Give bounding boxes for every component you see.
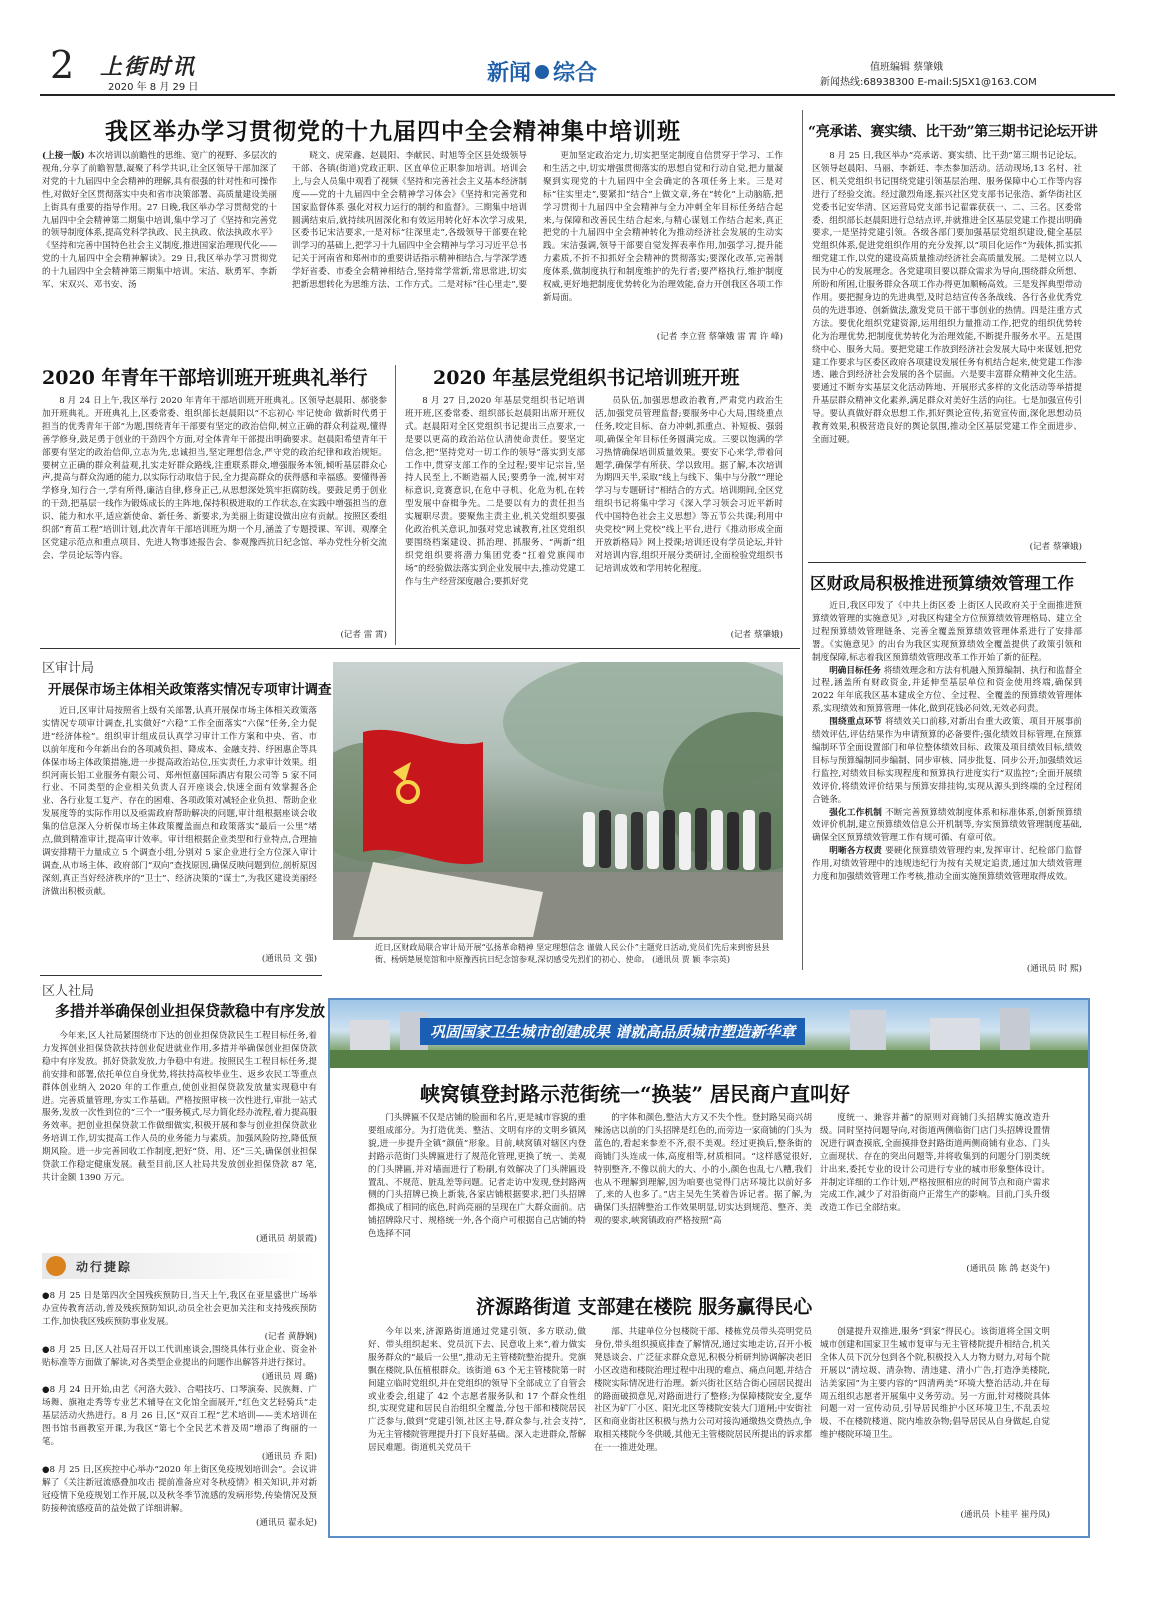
- youth-headline: 2020 年青年干部培训班开班典礼举行: [42, 367, 368, 389]
- section-dot-icon: [535, 65, 549, 79]
- finance-p4-lead: 明晰各方权责: [829, 846, 883, 857]
- brief-item: [42, 1384, 317, 1463]
- finance-p3-lead: 强化工作机制: [829, 807, 883, 818]
- lead-byline: (记者 李立营 蔡肇娥 雷 霄 许 峰): [656, 332, 783, 342]
- xiawo-byline: (通讯员 陈 鸽 赵炎午): [966, 1264, 1050, 1274]
- audit-headline: 开展保市场主体相关政策落实情况专项审计调查: [48, 682, 332, 698]
- social-byline: (通讯员 胡景霞): [256, 1234, 317, 1244]
- audit-story: [42, 705, 317, 970]
- finance-para-1: [812, 665, 1082, 717]
- youth-text: 8 月 24 日上午,我区举行 2020 年青年干部培训班开班典礼。区领导赵晨阳、郝骁参加开班典礼。开班典礼上,区委常委、组织部长赵晨阳以“不忘初心 牢记使命 做新时代勇于担当的优秀青年干部”为题,围绕青年干部要有坚定的政治信仰,树立正确的群众利益观,懂得善学修身,鼓足勇于创业的干劲四个方面,对全体青年干部提出明确要求。赵晨阳希望青年干部要有坚定的政治信仰,立志为先,忠诚担当,坚定理想信念,严守党的政治纪律和政治规矩。要树立正确的群众利益观,扎实走好群众路线,注重联系群众,增强服务本领,倾听基层群众心声,提高与群众沟通的能力,以实际行动取信于民,全力提高群众的获得感和幸福感。要懂得善学修身,知行合一,学有所得,廉洁自律,修身正己,从思想深处筑牢拒腐防线。要鼓足勇于创业的干劲,把基层一线作为锻炼成长的主阵地,保持积极进取的工作状态,在实践中增强担当的意识、能力和水平,适应新使命、新任务、新要求,为美丽上街建设做出应有贡献。按照区委组织部“育苗工程”培训计划,此次青年干部培训班为期一个月,涵盖了专题授课、军训、观摩全区党建示范点和重点项目、先进人物事迹报告会、参观豫西抗日纪念馆、举办党性分析交流会、学员论坛等内容。: [42, 396, 387, 561]
- briefs-title: 动行捷踪: [76, 1260, 133, 1274]
- page-number: 2: [50, 43, 75, 87]
- finance-p1: 将绩效理念和方法有机融入预算编制、执行和监督全过程,涵盖所有财政资金,并延伸至基层单位和资金使用终端,确保到 2022 年年底我区基本建成全方位、全过程、全覆盖的预算绩效管理体系,实现绩效和预算管理一体化,做到花钱必问效,无效必问责。: [812, 665, 1082, 715]
- left-rule: [40, 975, 322, 976]
- social-headline: 多措并举确保创业担保贷款稳中有序发放: [55, 1002, 326, 1020]
- grassroots-col-2-text: 员队伍,加强思想政治教育,严肃党内政治生活,加强党员管理监督;要服务中心大局,围绕重点任务,咬定目标、奋力冲刺,抓重点、补短板、强弱项,确保全年目标任务圆满完成。三要以饱满的学习热情确保培训质量效果。要安下心来学,带着问题学,确保学有所获、学以致用。据了解,本次培训为期四天半,采取“线上与线下、集中与分散”“理论学习与专题研讨”相结合的方式。培训期间,全区党组织书记将集中学习《深入学习领会习近平新时代中国特色社会主义思想》等五节公共课;利用中央党校“网上党校”线上平台,进行《推动形成全面开放新格局》网上授课;培训还设有学员论坛,并针对培训内容,组织开展分类研讨,全面检验党组织书记培训成效和学用转化程度。: [595, 396, 783, 574]
- brief-byline: (记者 黄静娴): [264, 1331, 317, 1342]
- forum-byline: (记者 蔡肇娥): [1029, 542, 1082, 552]
- brief-text: ●8 月 24 日开始,由艺《河洛大鼓》、合唱技巧、口琴演奏、民族舞、广场舞、旗袍走秀等专业艺术辅导在文化馆全面展开,“红色文艺轻骑兵”走基层活动火热进行。8 月 26 日,区“双百工程”艺术培训——美术培训在图书馆书画教室开课,为我区“第七个全民艺术普及周”增添了绚丽的一笔。: [42, 1385, 317, 1447]
- issue-date: 2020 年 8 月 29 日: [108, 82, 199, 93]
- finance-story: [812, 600, 1082, 980]
- youth-story: [42, 395, 387, 645]
- brief-byline: (通讯员 周 璐): [261, 1372, 317, 1383]
- grassroots-byline: (记者 蔡肇娥): [730, 630, 783, 640]
- forum-text: 8 月 25 日,我区举办“亮承诺、赛实绩、比干劲”第三期书记论坛。区领导赵晨阳、马丽、李新廷、李杰参加活动。活动现场,13 名村、社区、机关党组织书记围绕党建引领基层治理、服务保障中心工作等内容进行了经验交流。经过激烈角逐,振兴社区党支部书记张浩、新华街社区党委书记安华清、区运营局党支部书记翟霖获获一、二、三名。区委常委、组织部长赵晨阳进行总结点评,并就推进全区基层党建工作提出明确要求,一是坚持党建引领。各级各部门要加强基层党组织建设,健全基层党组织体系,促进党组织作用的充分发挥,以“项目化运作”为载体,抓实抓细党建工作,以党的建设高质量推动经济社会高质量发展。二是树立以人民为中心的发展理念。各党建项目要以群众需求为导向,围绕群众所想、所盼和所困,让服务群众各项工作办得更加顺畅高效。三是发挥典型带动作用。要把握身边的先进典型,及时总结宣传各条战线、各行各业优秀党员的先进事迹、创新做法,激发党员干部干事创业的热情。四是注重方式方法。要优化组织党建资源,运用组织力量推动工作,把党的组织优势转化为治理优势,把制度优势转化为治理效能,不断提升服务水平。五是围绕中心、服务大局。要把党建工作放到经济社会发展大局中来谋划,把党建工作要求与区委区政府各项建设发展任务有机结合起来,使党建工作渗透、融合到经济社会发展的各个层面。六是要丰富群众精神文化生活。要通过不断夯实基层文化活动阵地、开展形式多样的文化活动等举措提升基层群众精神文化素养,满足群众对美好生活的向往。七是加强宣传引导。要认真做好群众思想工作,抓好舆论宣传,拓宽宣传面,深化思想动员教育效果,积极营造良好的舆论氛围,推动全区基层党建工作全面进步、全面过硬。: [812, 151, 1082, 445]
- xiawo-col-1: [368, 1112, 586, 1284]
- lead-col-2-text: 晓文、虎荣鑫、赵晨阳、李献民、时旭等全区县处级领导干部、各镇(街道)党政正职、区直单位正职参加培训。培训会上,与会人员集中观看了视频《坚持和完善社会主义基本经济制度——党的十九届四中全会精神学习体会》《坚持和完善党和国家监督体系 强化对权力运行的制约和监督》。三期集中培训圆满结束后,就持续巩固深化和有效运用转化好本次学习成果,区委书记宋洁要求,一是对标“往深里走”,各级领导干部要在轮训学习的基础上,把学习十九届四中全会精神与学习习近平总书记关于河南省和郑州市的重要讲话指示精神相结合,与学深学透学好省委、市委全会精神相结合,坚持常学常新,常思常进,切实把新思想转化为思维方法、工作方式。二是对标“往心里走”,要: [292, 151, 527, 291]
- section-right: 综合: [553, 60, 598, 86]
- news-hotline: 新闻热线:68938300 E-mail:SJSX1@163.COM: [820, 77, 1037, 88]
- duty-editor: 值班编辑 蔡肇娥: [870, 62, 944, 73]
- mid-rule: [40, 648, 800, 649]
- party-flag-icon: [363, 730, 483, 864]
- forum-headline: “亮承诺、赛实绩、比干劲”第三期书记论坛开讲: [808, 124, 1098, 140]
- jiyuan-headline: 济源路街道 支部建在楼院 服务赢得民心: [476, 1296, 813, 1318]
- finance-p2-lead: 围绕重点环节: [829, 717, 883, 728]
- youth-byline: (记者 雷 霄): [340, 630, 387, 640]
- brief-text: ●8 月 25 日,区疾控中心举办“2020 年上街区免疫规划培训会”。会议讲解了《关注新冠流感叠加攻击 提前准备应对冬秋疫情》相关知识,并对新冠疫情下免疫规划工作开展,以及秋冬季节流感的发病形势,传染情况及预防接种流感疫苗的益处做了详细讲解。: [42, 1464, 317, 1514]
- briefs-list: [42, 1290, 317, 1540]
- grassroots-headline: 2020 年基层党组织书记培训班开班: [433, 367, 740, 389]
- photo-caption: [375, 942, 785, 966]
- finance-headline: 区财政局积极推进预算绩效管理工作: [810, 574, 1074, 593]
- brief-item: [42, 1290, 317, 1344]
- brief-item: [42, 1344, 317, 1385]
- forum-rule: [808, 562, 1086, 563]
- finance-p2: 将绩效关口前移,对新出台重大政策、项目开展事前绩效评估,评估结果作为申请预算的必备要件;强化绩效目标管理,在预算编制环节全面设置部门和单位整体绩效目标、政策及项目绩效目标,绩效目标与预算编制同步编制、同步审核、同步批复、同步公开;加强绩效运行监控,对绩效目标实现程度和预算执行进度实行“双监控”;全面开展绩效评价,将绩效评价结果与预算安排挂钩,实现从源头到终端的全过程闭合链条。: [812, 717, 1082, 805]
- grassroots-col-1-text: 8 月 27 日,2020 年基层党组织书记培训班开班,区委常委、组织部长赵晨阳出席开班仪式。赵晨阳对全区党组织书记提出三点要求,一是要以更高的政治站位认清使命责任。要坚定信念,把“坚持党对一切工作的领导”落实到支部工作中,贯穿支部工作的全过程;要牢记宗旨,坚持人民至上,不断造福人民;要勇争一流,树牢对标意识,竞赛意识,在危中寻机、化危为机,在转型发展中奋楫争先。二是要以有力的责任担当实履职尽责。要聚焦主责主业,机关党组织要强化政治机关意识,加强对党忠诚教育,社区党组织要围绕档案建设、抓治理、抓服务、“两新”组织党组织要将潜力集团党委“扛着党旗闯市场”的经验做法落实到企业发展中去,推动党建工作与生产经营深度融合;要抓好党: [405, 396, 585, 587]
- news-photo: [333, 662, 783, 940]
- social-text: 今年来,区人社局紧围绕市下达的创业担保贷款民生工程目标任务,着力发挥创业担保贷款扶持创业促进就业作用,多措并举确保创业担保贷款稳中有序发放。抓好贷款发放,力争稳中有进。按照民生工程目标任务,提前安排和部署,依托单位自身优势,将扶持高校毕业生、返乡农民工等重点群体创业纳入 2020 年的工作重点,使创业担保贷款发放量实现稳中有进。完善质量管理,夯实工作基础。严格按照审核一次性进行,审批一站式服务,发放一次性到位的“三个一”服务模式,尽力简化经办流程,着力提高服务效率。把创业担保贷款工作做细做实,积极开展和参与创业担保贷款业务培训工作,切实提高工作人员的业务能力与素质。加强风险防控,降低预期风险。进一步完善回收工作制度,把好“贷、用、还”三关,确保创业担保贷款工作稳定健康发展。截至目前,区人社局共发放创业担保贷款 87 笔,共计金额 1390 万元。: [42, 1031, 317, 1183]
- xiawo-col-1-text: 门头牌匾不仅是店铺的脸面和名片,更是城市容貌的重要组成部分。为打造优美、整洁、文明有序的文明乡镇风貌,进一步提升全镇“颜值”形象。目前,峡窝镇对辖区内登封路示范街门头牌匾进行了规范化管理,更换了统一、美观的门头牌匾,并对墙面进行了粉刷,有效解决了门头牌匾设置乱、不规范、脏乱差等问题。记者走访中发现,登封路两侧的门头招牌已换上新装,各家店铺根据要求,把门头招牌都换成了相同的底色,时尚亮丽的呈现在广大群众面前。店铺招牌除尺寸、规格统一外,各个商户可根据自己店铺的特色选择不同: [368, 1113, 586, 1240]
- social-section: 区人社局: [42, 984, 95, 999]
- finance-byline: (通讯员 时 熙): [1026, 964, 1082, 974]
- photo-caption-text: 近日,区财政局联合审计局开展“弘扬革命精神 坚定理想信念 谨做人民公仆”主题党日活动,党员们先后来到密县县衙、杨炳楚展览馆和中原豫西抗日纪念馆参观,深切感受先烈们的初心、使命。: [375, 943, 770, 964]
- special-banner: [330, 1000, 1088, 1068]
- paper-name: 上街时讯: [100, 54, 197, 80]
- finance-para-3: [812, 807, 1082, 846]
- jiyuan-col-3-text: 创建提升双推进,服务“到家”得民心。该街道将全国文明城市创建和国家卫生城市复审与无主管楼院提升相结合,机关全体人员下沉分包到各个院,积极投入人力物力财力,对每个院开展以“清垃圾、清杂物、清违建、清小广告,打造净美楼院,洁美家园”为主要内容的“四清两美”环境大整治活动,并在每周五组织志愿者开展集中义务劳动。另一方面,针对楼院具体问题一对一宣传动员,引导居民维护小区环境卫生,不乱丢垃圾、不在楼院楼道、院内堆放杂物;倡导居民从自身做起,自觉维护楼院环境卫生。: [820, 1327, 1050, 1441]
- jiyuan-byline: (通讯员 卜桂平 崔丹凤): [960, 1510, 1050, 1520]
- xiawo-headline: 峡窝镇登封路示范街统一“换装” 居民商户直叫好: [420, 1082, 850, 1106]
- finance-para-4: [812, 845, 1082, 884]
- finance-intro: 近日,我区印发了《中共上街区委 上街区人民政府关于全面推进预算绩效管理的实施意见》,对我区构建全方位预算绩效管理格局、建立全过程预算绩效管理链条、完善全覆盖预算绩效管理体系进行了安排部署。《实施意见》的出台为我区实现预算绩效全覆盖提供了政策引领和制度保障,标志着我区预算绩效管理改革工作开始了新的征程。: [812, 601, 1082, 663]
- xiawo-col-3: [820, 1112, 1050, 1284]
- briefs-header: [42, 1253, 317, 1279]
- lead-col-1-text: 本次培训以前瞻性的思维、宽广的视野、多层次的视角,分享了前瞻智慧,凝聚了科学共识,让全区领导干部加深了对党的十九届四中全会精神的理解,具有很强的针对性和可操作性,对做好全区贯彻落实中央和省市决策部署、高质量建设美丽上街具有重要的指导作用。27 日晚,我区举办学习贯彻党的十九届四中全会精神第二期集中培训,集中学习了《坚持和完善党的领导制度体系,提高党科学执政、民主执政、依法执政水平》《坚持和完善中国特色社会主义制度,推进国家治理现代化——党的十九届四中全会精神解读》。29 日,我区举办学习贯彻党的十九届四中全会精神第三期集中培训。宋洁、耿勇军、李新军、宋双兴、邓书安、汤: [42, 151, 277, 291]
- photo-scene: [333, 662, 783, 940]
- banner-text: 巩固国家卫生城市创建成果 谱就高品质城市塑造新华章: [420, 1018, 805, 1045]
- forum-story: [812, 150, 1082, 560]
- briefs-flag-icon: [46, 1256, 66, 1276]
- jiyuan-col-3: [820, 1326, 1050, 1531]
- masthead-rule: [40, 94, 1115, 96]
- youth-divider: [395, 365, 396, 645]
- brief-byline: (通讯员 翟永妃): [256, 1518, 317, 1529]
- xiawo-col-3-text: 度统一、兼容并蓄”的原则对商铺门头招牌实施改造升级。同时坚持问题导向,对街道两侧临街门店门头招牌设置情况进行调查摸底,全面摸排登封路街道两侧商铺有业态、门头立面现状、存在的突出问题等,并将收集到的问题分门别类统计出来,委托专业的设计公司进行专业的城市形象整体设计。并制定详细的工作计划,严格按照相应的时间节点和商户需求完成工作,减少了对沿街商户正常生产的影响。目前,门头升级改造工作已全部结束。: [820, 1113, 1050, 1214]
- grassroots-col-2: [595, 395, 783, 645]
- lead-col-2: [292, 150, 527, 335]
- brief-text: ●8 月 25 日是第四次全国残疾预防日,当天上午,我区在亚星盛世广场举办宣传教育活动,普及残疾预防知识,动员全社会更加关注和支持残疾预防工作,加快我区残疾预防事业发展。: [42, 1291, 317, 1327]
- column-divider: [802, 110, 803, 970]
- jiyuan-col-1: [368, 1326, 586, 1531]
- xiawo-col-2-text: 的字体和颜色,整洁大方又不失个性。登封路吴商兴胡辣汤店以前的门头招牌是红色的,而旁边一家商铺的门头为蓝色的,看起来参差不齐,很不美观。经过更换后,整条街的商铺门头连成一体,高度相等,材质相同。“这样感觉很好,特别整齐,不像以前大的大、小的小,颜色也乱七八糟,我们也从不理解到理解,因为咱要也觉得门店环境比以前好多了,来的人也多了。”店主吴先生笑着告诉记者。据了解,为确保门头招牌整治工作效果明显,切实达到规范、整齐、美观的要求,峡窝镇政府严格按照“高: [594, 1113, 812, 1227]
- jiyuan-col-1-text: 今年以来,济源路街道通过党建引领、多方联动,做好、带头组织起来、党员沉下去、民意收上来”,着力做实服务群众的“最后一公里”,推动无主管楼院整治提升。党旗飘在楼院,队伍植根群众。该街道 63 个无主管楼院第一时间建立临时党组织,并在党组织的领导下全部成立了自管会或业委会,组建了 42 个志愿者服务队和 17 个群众性组织,实现党建和居民自治组织全覆盖,分包干部和楼院居民广泛参与,做到“党建引领,社区主导,群众参与,社会支持”,为无主管楼院管理提升打下良好基础。深入走进群众,帮解居民难题。街道机关党员干: [368, 1327, 586, 1454]
- jiyuan-col-2: [594, 1326, 812, 1531]
- xiawo-col-2: [594, 1112, 812, 1284]
- lead-headline: 我区举办学习贯彻党的十九届四中全会精神集中培训班: [105, 118, 681, 145]
- finance-p4: 要硬化预算绩效管理约束,发挥审计、纪检部门监督作用,对绩效管理中的违规违纪行为按有关规定追责,通过加大绩效管理力度和加强绩效管理工作考核,推动全面实施预算绩效管理取得成效。: [812, 846, 1082, 883]
- audit-text: 近日,区审计局按照省上级有关部署,认真开展保市场主体相关政策落实情况专项审计调查,扎实做好“六稳”工作全面落实“六保”任务,全力促进“经济体检”。组织审计组成员认真学习审计工作方案和中央、省、市以前年度和今年新出台的各项减负担、降成本、金融支持、纾困惠企等具体保市场主体政策措施,进一步提高政治站位,压实责任,力求审计效果。组织河南长铝工业服务有限公司、郑州恒嘉国际酒店有限公司等 5 家不同行业、不同类型的企业相关负责人召开座谈会,快速全面有效掌握各企业、各行业复工复产、存在的困难、各项政策对减轻企业负担、帮助企业发展度等的实际作用以及亟需政府帮助解决的问题,审计组根据座谈会收集的信息深入分析保市场主体政策覆盖面点和政策落实“最后一公里”堵点,做到精准审计,提高审计效率。审计组根据企业类型和行业特点,合理抽调安排精干力量成立 5 个调查小组,分别对 5 家企业进行全方位深入审计调查,从市场主体、政府部门“双向”查找原因,确保反映问题到位,剖析原因深刻,真正当好经济秩序的“卫士”、经济决策的“谋士”,为我区建设美丽经济做出积极贡献。: [42, 706, 317, 897]
- lead-col-3: [543, 150, 783, 350]
- audit-byline: (通讯员 文 强): [261, 954, 317, 964]
- brief-item: [42, 1464, 317, 1531]
- lead-col-1: [42, 150, 277, 335]
- grassroots-col-1: [405, 395, 585, 645]
- photo-credit: (通讯员 贾 颖 李宗英): [652, 955, 730, 964]
- brief-text: ●8 月 25 日,区人社局召开以工代训座谈会,围绕具体行业企业、资金补贴标准等方面做了解读,对各类型企业提出的问题作出解答并进行探讨。: [42, 1344, 317, 1368]
- finance-p3: 不断完善预算绩效制度体系和标准体系,创新预算绩效评价机制,建立预算绩效信息公开机制等,夯实预算绩效管理制度基础,确保全区预算绩效管理工作有规可循、有章可依。: [812, 807, 1082, 844]
- jiyuan-col-2-text: 部、共建单位分包楼院干部、楼栋党员带头亮明党员身份,带头组织摸底排查了解情况,通过实地走访,召开小板凳恳谈会、广泛征求群众意见,积极分析研判协调解决老旧小区改造和楼院治理过程中出现的难点、痛点问题,并结合楼院实际情况进行治理。新兴街社区结合街心园居民提出的路面破损意见,对路面进行了整修;为保障楼院安全,夏华社区为矿厂小区、阳光北区等楼院安装大门道闸;中安街社区和商业街社区积极与热力公司对接沟通缴热交费热点,争取相关楼院今冬供暖,其他无主管楼院居民所提出的诉求都在一一推进处理。: [594, 1327, 812, 1454]
- lead-continued: (上接一版): [42, 151, 85, 161]
- finance-para-2: [812, 716, 1082, 806]
- section-left: 新闻: [487, 60, 532, 86]
- section-title: [487, 56, 597, 87]
- finance-p1-lead: 明确目标任务: [829, 665, 881, 676]
- audit-section: 区审计局: [42, 661, 95, 676]
- brief-byline: (通讯员 乔 阳): [261, 1451, 317, 1462]
- social-story: [42, 1030, 317, 1248]
- lead-col-3-text: 更加坚定政治定力,切实把坚定制度自信贯穿于学习、工作和生活之中,切实增强贯彻落实的思想自觉和行动自觉,把力量凝聚到实现党的十九届四中全会确定的各项任务上来。三是对标“往实里走”,要紧扣“结合”上做文章,务在“转化”上动脑筋,把学习贯彻十九届四中全会精神与全力冲刺全年目标任务结合起来,与保障和改善民生结合起来,与精心谋划工作结合起来,真正把党的十九届四中全会精神转化为推动经济社会发展的生动实践。宋洁强调,领导干部要自觉发挥表率作用,加强学习,提升能力素质,不折不扣抓好全会精神的贯彻落实;要深化改革,完善制度体系,做制度执行和制度维护的先行者;要严格执行,维护制度权威,更好地把制度优势转化为治理效能,奋力开创我区各项工作新局面。: [543, 151, 783, 303]
